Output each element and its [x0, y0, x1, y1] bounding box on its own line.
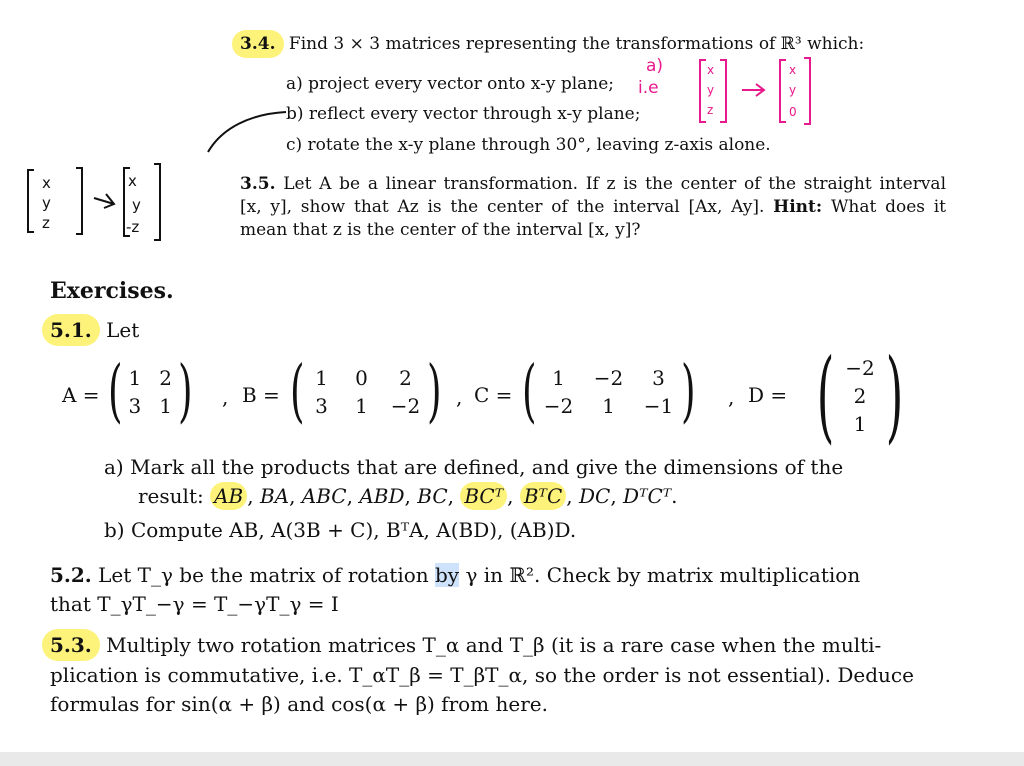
matrix-D: ( −2 2 1 )	[816, 337, 904, 454]
hint-label: Hint:	[773, 197, 823, 217]
black-v1-y: y	[42, 194, 51, 212]
item-5-1-a-line2: result: AB , BA, ABC, ABD, BC, BCᵀ , BᵀC , DC, DᵀCᵀ.	[138, 484, 678, 508]
handwritten-ie: i.e	[638, 78, 659, 98]
handwritten-pointer-line	[200, 104, 290, 156]
pink-v1-x: x	[707, 63, 715, 77]
problem-5-3-line2: plication is commutative, i.e. T_αT_β = T_βT_α, so the order is not essential). Deduce	[50, 663, 914, 687]
problem-5-3-line3: formulas for sin(α + β) and cos(α + β) from here.	[50, 692, 548, 716]
black-v1-z: z	[42, 214, 50, 232]
handwritten-label-a: a)	[646, 56, 664, 76]
black-v2-x: x	[128, 172, 137, 190]
problem-number: 5.2.	[50, 563, 92, 587]
problem-5-2-line2: that T_γT_−γ = T_−γT_γ = I	[50, 592, 339, 616]
selected-text: by	[435, 563, 460, 587]
problem-line: [x, y], show that Az is the center of the interval [Ax, Ay].	[240, 197, 765, 217]
matrix-A: ( 1 2 3 1 )	[107, 352, 193, 431]
section-heading: Exercises.	[50, 278, 174, 304]
pink-v2-x: x	[789, 63, 797, 77]
handwritten-projection-vectors	[690, 54, 830, 128]
problem-text: Find 3 × 3 matrices representing the transformations of ℝ³ which:	[288, 34, 865, 54]
problem-line: mean that z is the center of the interval [x, y]?	[240, 220, 641, 240]
problem-5-3-line1: 5.3. Multiply two rotation matrices T_α and T_β (it is a rare case when the multi-	[42, 633, 881, 657]
problem-number: 5.1.	[42, 314, 100, 346]
bottom-divider	[0, 752, 1024, 766]
problem-number: 3.4.	[232, 30, 284, 58]
item-3-4-a: a) project every vector onto x-y plane;	[286, 74, 615, 94]
problem-number: 3.5.	[240, 174, 276, 194]
black-v2-y: y	[132, 196, 141, 214]
pink-v1-y: y	[707, 83, 715, 97]
product-highlighted: BᵀC	[520, 482, 566, 510]
problem-number: 5.3.	[42, 629, 100, 661]
pink-v2-0: 0	[789, 105, 797, 119]
hint-text: What does it	[830, 197, 947, 217]
let-word: Let	[106, 318, 140, 342]
problem-3-4	[232, 34, 864, 54]
item-5-1-b: b) Compute AB, A(3B + C), BᵀA, A(BD), (AB)D.	[104, 518, 577, 542]
product-highlighted: AB	[210, 482, 247, 510]
problem-line: Let A be a linear transformation. If z is the center of the straight interval	[283, 174, 947, 194]
pink-v1-z: z	[707, 103, 714, 117]
problem-5-1	[42, 318, 139, 342]
problem-5-2-line1: 5.2. Let T_γ be the matrix of rotation by γ in ℝ². Check by matrix multiplication	[50, 563, 861, 587]
item-3-4-c: c) rotate the x-y plane through 30°, leaving z-axis alone.	[286, 135, 771, 155]
matrix-B-label: B =	[242, 383, 280, 407]
product-highlighted: BCᵀ	[460, 482, 507, 510]
item-3-4-b: b) reflect every vector through x-y plane;	[286, 104, 641, 124]
problem-3-5	[240, 173, 946, 242]
matrix-C-label: C =	[474, 383, 513, 407]
pink-v2-y: y	[789, 83, 797, 97]
matrix-B: ( 1 0 2 3 1 −2 )	[289, 352, 442, 431]
handwritten-reflection-vectors	[20, 160, 170, 242]
item-5-1-a-line1: a) Mark all the products that are defined, and give the dimensions of the	[104, 455, 844, 479]
matrix-D-label: D =	[748, 383, 788, 407]
black-v2-negz: -z	[126, 218, 140, 236]
matrix-C: ( 1 −2 3 −2 1 −1 )	[521, 352, 696, 431]
matrix-A-label: A =	[62, 383, 100, 407]
black-v1-x: x	[42, 174, 51, 192]
